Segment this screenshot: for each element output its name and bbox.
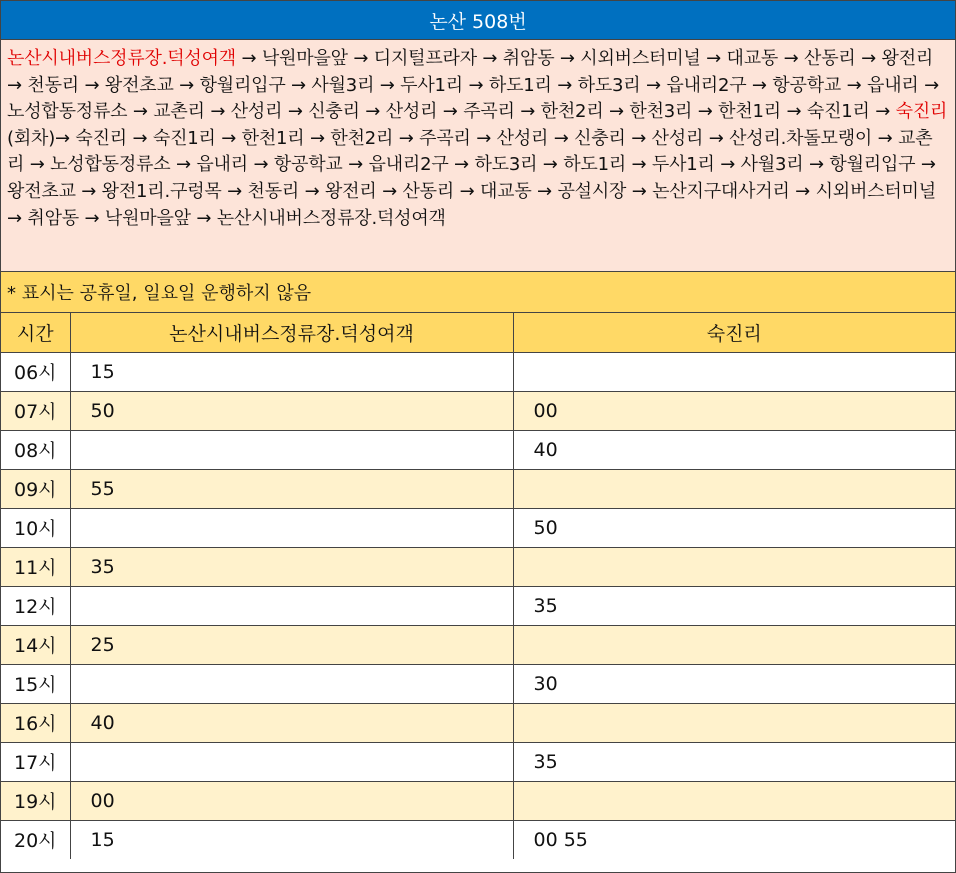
cell-hour: 11시 xyxy=(1,547,70,586)
cell-origin-minutes xyxy=(70,586,513,625)
table-row xyxy=(1,430,955,469)
cell-origin-minutes: 40 xyxy=(70,703,513,742)
cell-hour: 08시 xyxy=(1,430,70,469)
cell-origin-minutes: 55 xyxy=(70,469,513,508)
table-header-row xyxy=(1,313,955,352)
cell-hour: 12시 xyxy=(1,586,70,625)
cell-turnaround-minutes: 30 xyxy=(513,664,955,703)
cell-origin-minutes: 25 xyxy=(70,625,513,664)
route-outbound: → 낙원마을앞 → 디지털프라자 → 취암동 → 시외버스터미널 → 대교동 → 산동리 → 왕전리 → 천동리 → 왕전초교 → 항월리입구 → 사월3리 → 두사1리 → 하도1리 → 하도3리 → 읍내리2구 → 항공학교 → 읍내리 → 노성합동정류소 → 교촌리 → 산성리 → 신충리 → 산성리 → 주곡리 → 한천2리 → 한천3리 → 한천1리 → 숙진1리 → xyxy=(7,48,939,123)
cell-hour: 09시 xyxy=(1,469,70,508)
cell-turnaround-minutes xyxy=(513,781,955,820)
cell-turnaround-minutes: 00 55 xyxy=(533,828,588,851)
table-row xyxy=(1,625,955,664)
table-row xyxy=(1,352,955,391)
cell-origin-minutes xyxy=(70,430,513,469)
cell-hour: 06시 xyxy=(1,352,70,391)
cell-origin-minutes: 15 xyxy=(70,352,513,391)
cell-hour: 16시 xyxy=(1,703,70,742)
table-row xyxy=(1,820,955,859)
cell-origin-minutes: 35 xyxy=(70,547,513,586)
cell-turnaround-minutes: 35 xyxy=(513,586,955,625)
cell-turnaround-minutes: 50 xyxy=(513,508,955,547)
notice-text: * 표시는 공휴일, 일요일 운행하지 않음 xyxy=(1,272,955,313)
cell-hour: 10시 xyxy=(1,508,70,547)
cell-origin-minutes xyxy=(70,508,513,547)
table-row xyxy=(1,586,955,625)
cell-hour: 07시 xyxy=(1,391,70,430)
cell-turnaround-minutes xyxy=(513,625,955,664)
table-row xyxy=(1,469,955,508)
cell-origin-minutes: 50 xyxy=(70,391,513,430)
page-title: 논산 508번 xyxy=(1,1,955,40)
cell-turnaround-minutes: 40 xyxy=(513,430,955,469)
cell-origin-minutes: 15 xyxy=(70,820,513,859)
column-header-turnaround: 숙진리 xyxy=(513,313,955,352)
cell-hour: 14시 xyxy=(1,625,70,664)
cell-hour: 15시 xyxy=(1,664,70,703)
cell-hour: 17시 xyxy=(1,742,70,781)
route-turnaround: 숙진리 xyxy=(895,101,948,123)
table-row xyxy=(1,547,955,586)
cell-origin-minutes xyxy=(70,742,513,781)
cell-turnaround-minutes xyxy=(513,352,955,391)
cell-origin-minutes: 00 xyxy=(70,781,513,820)
table-row xyxy=(1,703,955,742)
table-row xyxy=(1,664,955,703)
cell-turnaround-minutes: 35 xyxy=(513,742,955,781)
column-header-origin: 논산시내버스정류장.덕성여객 xyxy=(70,313,513,352)
cell-hour: 20시 xyxy=(1,820,70,859)
table-row xyxy=(1,781,955,820)
cell-turnaround-minutes xyxy=(513,547,955,586)
route-description xyxy=(1,40,955,272)
route-origin: 논산시내버스정류장.덕성여객 xyxy=(7,48,236,69)
table-row xyxy=(1,391,955,430)
cell-turnaround-minutes: 00 xyxy=(513,391,955,430)
cell-hour: 19시 xyxy=(1,781,70,820)
cell-origin-minutes xyxy=(70,664,513,703)
schedule-table xyxy=(1,313,955,859)
column-header-hour: 시간 xyxy=(1,313,70,352)
cell-turnaround-minutes xyxy=(513,703,955,742)
table-row xyxy=(1,742,955,781)
cell-turnaround-minutes xyxy=(513,469,955,508)
route-inbound: (회차)→ 숙진리 → 숙진1리 → 한천1리 → 한천2리 → 주곡리 → 산성리 → 신충리 → 산성리 → 산성리.차돌모랭이 → 교촌리 → 노성합동정류소 → 읍내리 → 항공학교 → 읍내리2구 → 하도3리 → 하도1리 → 두사1리 → 사월3리 → 항월리입구 → 왕전초교 → 왕전1리.구렁목 → 천동리 → 왕전리 → 산동리 → 대교동 → 공설시장 → 논산지구대사거리 → 시외버스터미널 → 취암동 → 낙원마을앞 → 논산시내버스정류장.덕성여객 xyxy=(7,127,936,229)
table-row xyxy=(1,508,955,547)
